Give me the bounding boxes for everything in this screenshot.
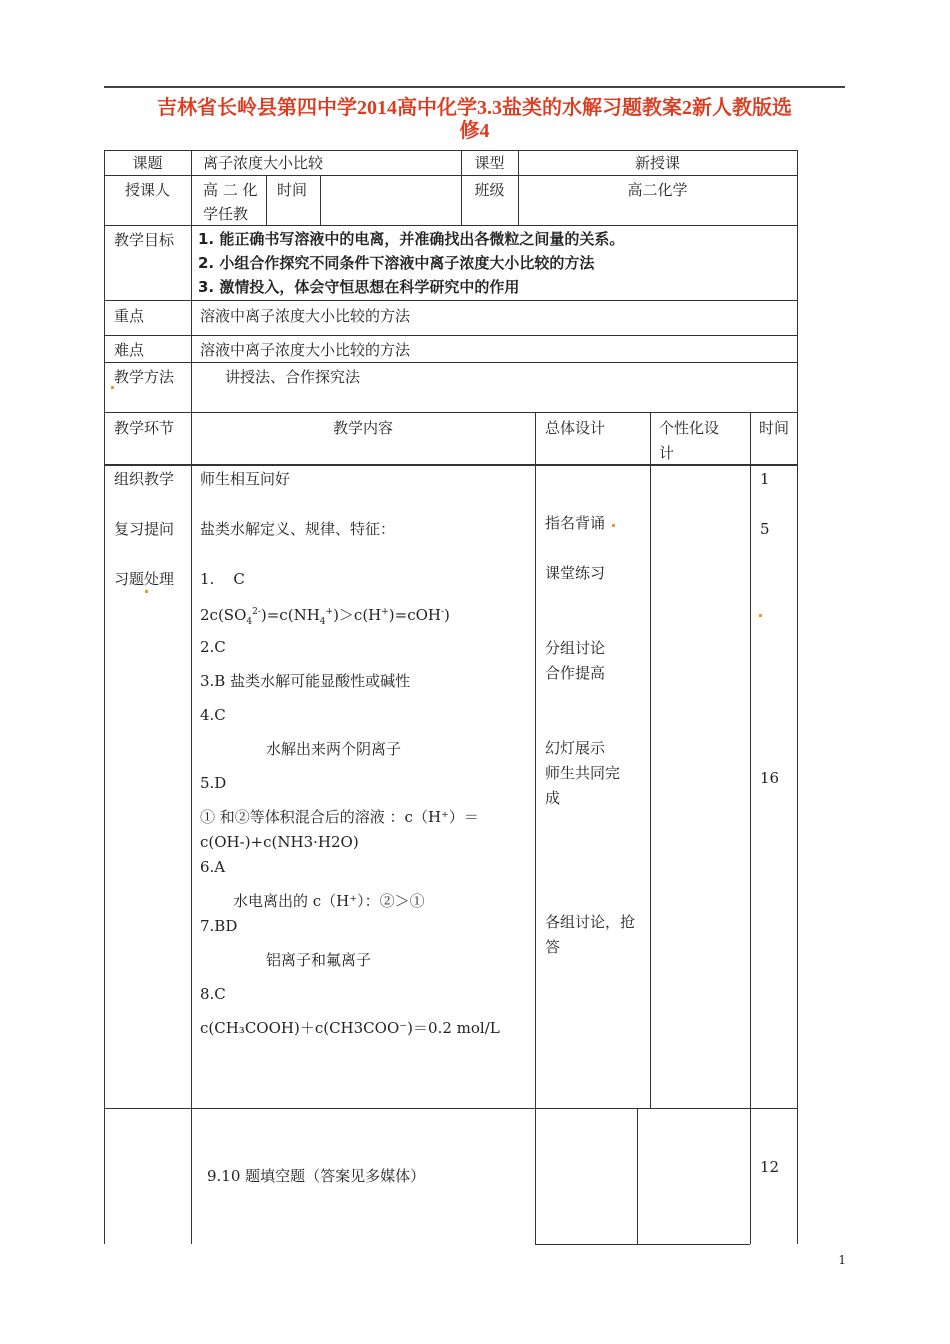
row-line <box>104 412 797 413</box>
answer-9-10: 9.10 题填空题（答案见多媒体） <box>207 1167 426 1185</box>
topic-label: 课题 <box>132 154 163 172</box>
header-rule <box>104 86 845 88</box>
table-right-border-header <box>797 414 798 464</box>
answer-8-equation: c(CH₃COOH)＋c(CH3COO⁻)＝0.2 mol/L <box>200 1019 500 1037</box>
topic-value: 离子浓度大小比较 <box>203 154 324 172</box>
answer-6: 6.A <box>200 858 226 876</box>
title-line-2: 修4 <box>459 120 490 142</box>
answer-6-note: 水电离出的 c（H⁺）：②＞① <box>233 892 425 910</box>
key-point-value: 溶液中离子浓度大小比较的方法 <box>200 307 411 325</box>
table-top-border <box>104 150 797 151</box>
answer-8: 8.C <box>200 985 226 1003</box>
answer-4-note: 水解出来两个阴离子 <box>266 740 402 758</box>
design-slides-line1: 幻灯展示 <box>545 739 606 757</box>
col-line <box>637 1108 638 1244</box>
teacher-value-line1: 高 二 化 <box>203 181 258 199</box>
table-right-border-upper <box>797 150 798 414</box>
design-discuss-line1: 各组讨论，抢 <box>545 913 636 931</box>
row-line <box>104 175 797 176</box>
row-line <box>104 1108 797 1109</box>
answer-5-note-line1: ① 和②等体积混合后的溶液 ：c（H⁺）＝ <box>200 808 479 826</box>
time-1: 1 <box>760 470 770 488</box>
col-line <box>191 150 192 412</box>
col-header-stage: 教学环节 <box>114 419 175 437</box>
time-4: 12 <box>760 1158 780 1176</box>
row-line <box>535 1244 750 1245</box>
design-group-line2: 合作提高 <box>545 664 606 682</box>
stage-exercises: 习题处理 <box>114 570 175 588</box>
goal-item-1: 1. 能正确书写溶液中的电离，并准确找出各微粒之间量的关系。 <box>198 230 625 248</box>
goal-item-3: 3. 激情投入，体会守恒思想在科学研究中的作用 <box>198 278 520 296</box>
table-left-border <box>104 150 105 1244</box>
col-header-personal-line1: 个性化设 <box>659 419 720 437</box>
answer-3: 3.B 盐类水解可能显酸性或碱性 <box>200 672 411 690</box>
goal-item-2: 2. 小组合作探究不同条件下溶液中离子浓度大小比较的方法 <box>198 254 595 272</box>
teacher-value-line2: 学任教 <box>203 205 249 223</box>
title-line-1: 吉林省长岭县第四中学2014高中化学3.3盐类的水解习题教案2新人教版选 <box>157 97 792 119</box>
col-header-time: 时间 <box>759 419 790 437</box>
answer-1: 1. C <box>200 570 245 588</box>
row-line <box>104 335 797 336</box>
row-line <box>104 362 797 363</box>
type-label: 课型 <box>474 154 505 172</box>
design-slides-line2: 师生共同完 <box>545 764 621 782</box>
row-line <box>104 300 797 301</box>
design-discuss-line2: 答 <box>545 938 561 956</box>
answer-5: 5.D <box>200 774 227 792</box>
design-recite: 指名背诵 <box>545 514 606 532</box>
row-line <box>104 225 797 226</box>
class-value: 高二化学 <box>627 181 688 199</box>
col-line <box>650 412 651 1108</box>
page-number: 1 <box>838 1253 846 1267</box>
goals-label: 教学目标 <box>114 231 175 249</box>
document-title <box>104 97 845 143</box>
method-value: 讲授法、合作探究法 <box>225 368 361 386</box>
col-line <box>750 412 751 1244</box>
mark-dot <box>759 614 762 617</box>
answer-4: 4.C <box>200 706 226 724</box>
answer-7-note: 铝离子和氟离子 <box>266 951 372 969</box>
content-greeting: 师生相互问好 <box>200 470 291 488</box>
method-label: 教学方法 <box>114 368 175 386</box>
key-point-label: 重点 <box>114 307 145 325</box>
col-line <box>535 1108 536 1244</box>
type-value: 新授课 <box>634 154 680 172</box>
col-header-content: 教学内容 <box>332 419 393 437</box>
col-line <box>320 175 321 225</box>
mark-dot <box>612 524 615 527</box>
class-label: 班级 <box>474 181 505 199</box>
col-header-design: 总体设计 <box>545 419 606 437</box>
teacher-label: 授课人 <box>124 181 170 199</box>
time-2: 5 <box>760 520 770 538</box>
answer-5-note-line2: c(OH-)+c(NH3·H2O) <box>200 833 359 851</box>
answer-2: 2.C <box>200 638 226 656</box>
stage-organize: 组织教学 <box>114 470 175 488</box>
stage-review: 复习提问 <box>114 520 175 538</box>
difficulty-value: 溶液中离子浓度大小比较的方法 <box>200 341 411 359</box>
design-group-line1: 分组讨论 <box>545 639 606 657</box>
time-3: 16 <box>760 769 780 787</box>
mark-dot <box>145 590 148 593</box>
design-slides-line3: 成 <box>545 789 561 807</box>
time-label: 时间 <box>277 181 308 199</box>
table-right-border-lower <box>797 464 798 1244</box>
answer-7: 7.BD <box>200 917 238 935</box>
content-review: 盐类水解定义、规律、特征： <box>200 520 396 538</box>
col-line <box>535 412 536 1108</box>
design-practice: 课堂练习 <box>545 564 606 582</box>
col-line <box>191 412 192 1244</box>
mark-dot <box>111 386 114 389</box>
row-line <box>104 464 797 466</box>
col-line <box>266 175 267 225</box>
answer-1-equation: $2c(SO_4^{2-})=c(NH_4^+)>c(H^+)=cOH^-$) <box>200 606 450 627</box>
difficulty-label: 难点 <box>114 341 145 359</box>
col-header-personal-line2: 计 <box>659 444 675 462</box>
